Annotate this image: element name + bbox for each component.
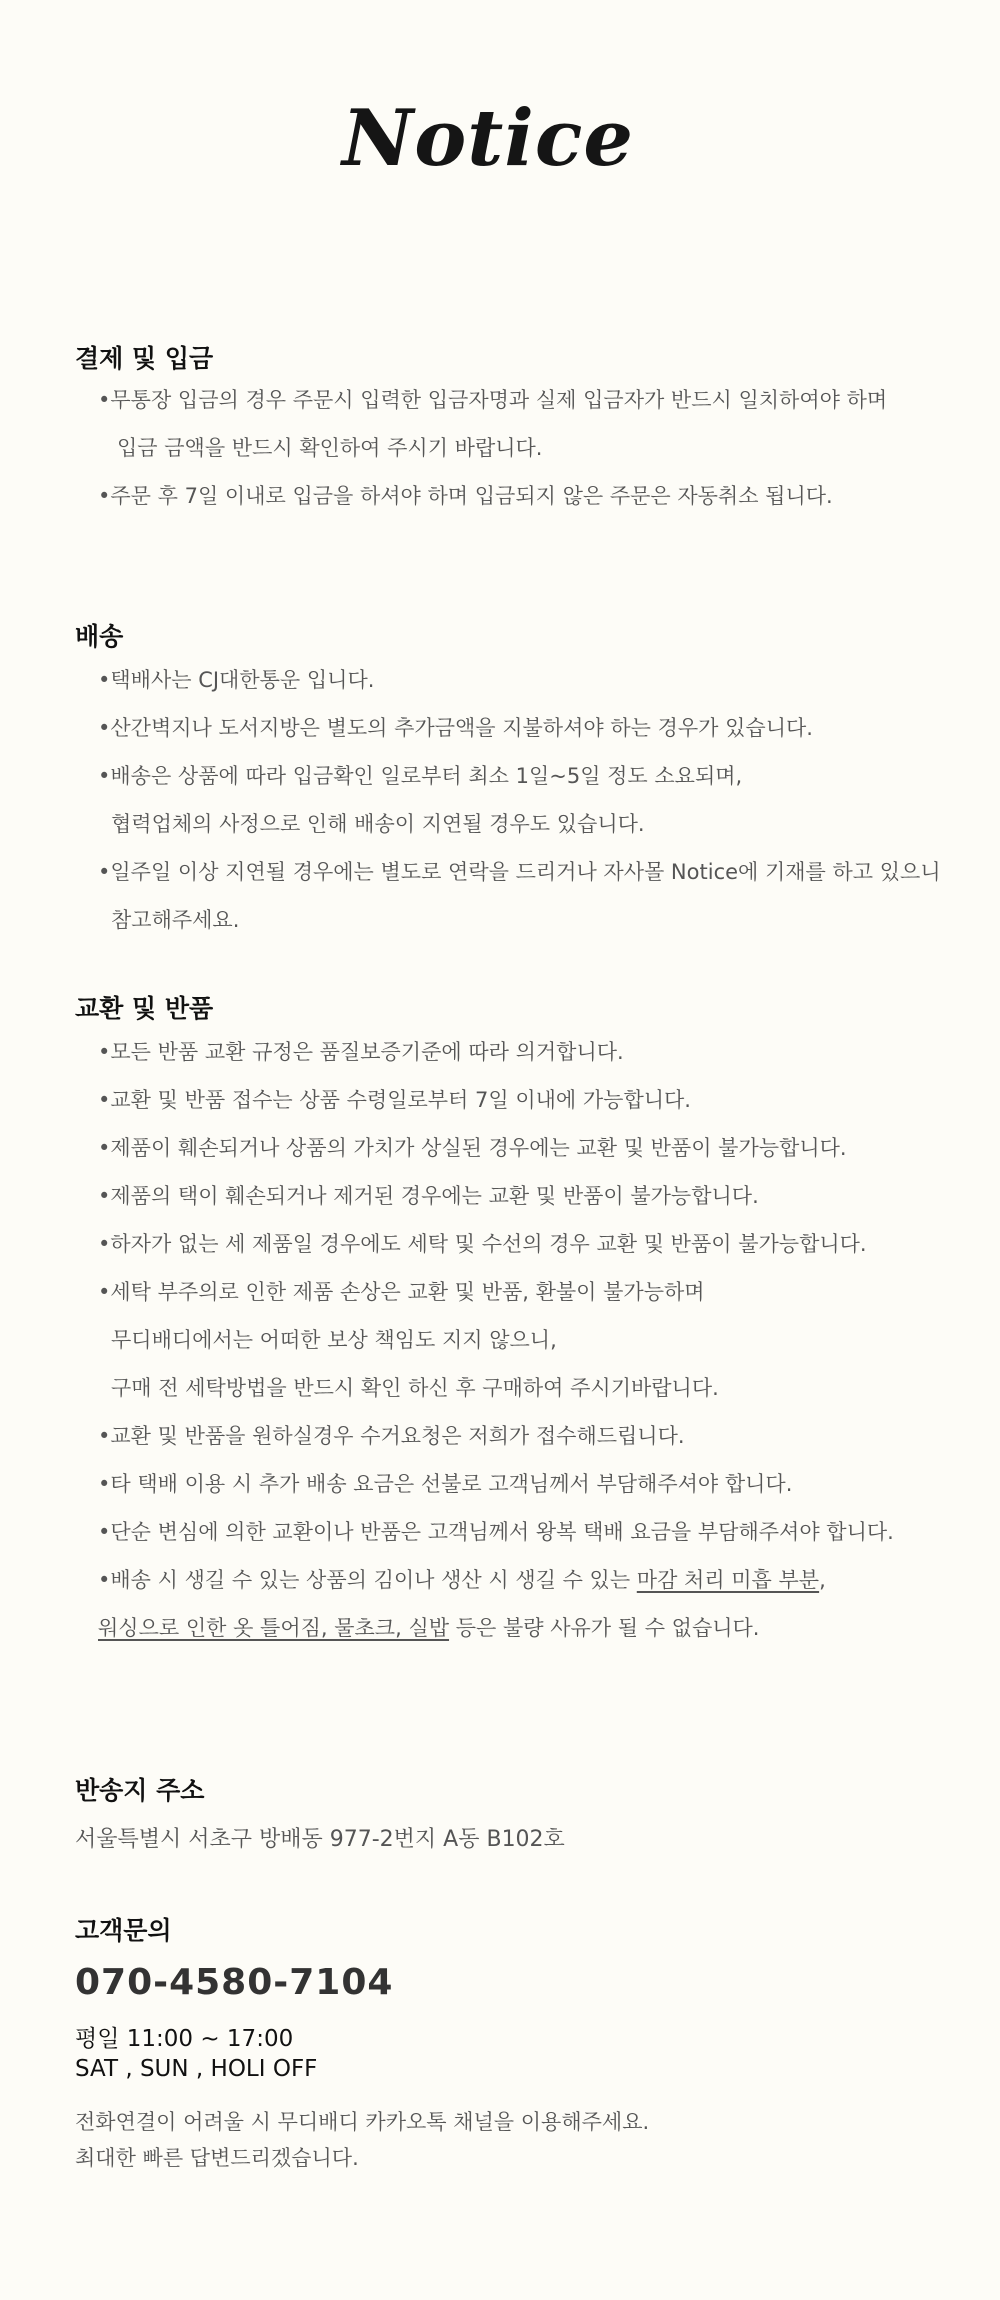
contact-phone: 070-4580-7104 bbox=[75, 1962, 394, 2003]
shipping-item-text: •배송은 상품에 따라 입금확인 일로부터 최소 1일~5일 정도 소요되며, bbox=[98, 764, 743, 788]
returns-item-text: •하자가 없는 세 제품일 경우에도 세탁 및 수선의 경우 교환 및 반품이 불가능합니다. bbox=[98, 1232, 867, 1256]
returns-item-text: •교환 및 반품 접수는 상품 수령일로부터 7일 이내에 가능합니다. bbox=[98, 1088, 691, 1112]
returns-item-text: •세탁 부주의로 인한 제품 손상은 교환 및 반품, 환불이 불가능하며 bbox=[98, 1280, 705, 1304]
contact-hours-weekday: 평일 11:00 ~ 17:00 bbox=[75, 2026, 294, 2052]
returns-defect-underlined: 워싱으로 인한 옷 틀어짐, 물초크, 실밥 bbox=[98, 1616, 450, 1640]
shipping-item-text: 참고해주세요. bbox=[111, 908, 240, 932]
contact-note: 최대한 빠른 답변드리겠습니다. bbox=[75, 2146, 359, 2170]
return-address-heading: 반송지 주소 bbox=[75, 1776, 205, 1805]
contact-heading: 고객문의 bbox=[75, 1916, 172, 1945]
returns-item-text: 무디배디에서는 어떠한 보상 책임도 지지 않으니, bbox=[111, 1328, 557, 1352]
returns-item-text: •교환 및 반품을 원하실경우 수거요청은 저희가 접수해드립니다. bbox=[98, 1424, 685, 1448]
returns-defect-prefix: •배송 시 생길 수 있는 상품의 김이나 생산 시 생길 수 있는 bbox=[98, 1568, 637, 1592]
returns-defect-suffix: 등은 불량 사유가 될 수 없습니다. bbox=[449, 1616, 760, 1640]
returns-item-text: •타 택배 이용 시 추가 배송 요금은 선불로 고객님께서 부담해주셔야 합니다. bbox=[98, 1472, 793, 1496]
returns-item-text: •모든 반품 교환 규정은 품질보증기준에 따라 의거합니다. bbox=[98, 1040, 624, 1064]
shipping-item-text: •택배사는 CJ대한통운 입니다. bbox=[98, 668, 375, 692]
returns-item-text: 구매 전 세탁방법을 반드시 확인 하신 후 구매하여 주시기바랍니다. bbox=[111, 1376, 719, 1400]
shipping-item-text: •산간벽지나 도서지방은 별도의 추가금액을 지불하셔야 하는 경우가 있습니다. bbox=[98, 716, 813, 740]
payment-item-text: 입금 금액을 반드시 확인하여 주시기 바랍니다. bbox=[117, 436, 543, 460]
page-title: Notice bbox=[341, 93, 635, 184]
shipping-item-text: •일주일 이상 지연될 경우에는 별도로 연락을 드리거나 자사몰 Notice에 기재를 하고 있으니 bbox=[98, 860, 941, 884]
contact-hours-off: SAT , SUN , HOLI OFF bbox=[75, 2056, 318, 2082]
shipping-item-text: 협력업체의 사정으로 인해 배송이 지연될 경우도 있습니다. bbox=[111, 812, 645, 836]
returns-defect-underlined: 마감 처리 미흡 부분 bbox=[636, 1568, 820, 1592]
return-address: 서울특별시 서초구 방배동 977-2번지 A동 B102호 bbox=[75, 1827, 565, 1852]
returns-heading: 교환 및 반품 bbox=[75, 994, 214, 1023]
returns-defect-suffix: , bbox=[819, 1568, 826, 1592]
payment-item-text: •무통장 입금의 경우 주문시 입력한 입금자명과 실제 입금자가 반드시 일치하여야 하며 bbox=[98, 388, 888, 412]
returns-defect-line bbox=[98, 1616, 759, 1641]
returns-item-text: •제품의 택이 훼손되거나 제거된 경우에는 교환 및 반품이 불가능합니다. bbox=[98, 1184, 759, 1208]
returns-item-text: •단순 변심에 의한 교환이나 반품은 고객님께서 왕복 택배 요금을 부담해주셔야 합니다. bbox=[98, 1520, 894, 1544]
contact-note: 전화연결이 어려울 시 무디배디 카카오톡 채널을 이용해주세요. bbox=[75, 2110, 650, 2134]
shipping-heading: 배송 bbox=[75, 622, 124, 651]
returns-item-text: •제품이 훼손되거나 상품의 가치가 상실된 경우에는 교환 및 반품이 불가능합니다. bbox=[98, 1136, 847, 1160]
returns-defect-line bbox=[98, 1568, 826, 1593]
payment-item-text: •주문 후 7일 이내로 입금을 하셔야 하며 입금되지 않은 주문은 자동취소 됩니다. bbox=[98, 484, 833, 508]
payment-heading: 결제 및 입금 bbox=[75, 344, 214, 373]
